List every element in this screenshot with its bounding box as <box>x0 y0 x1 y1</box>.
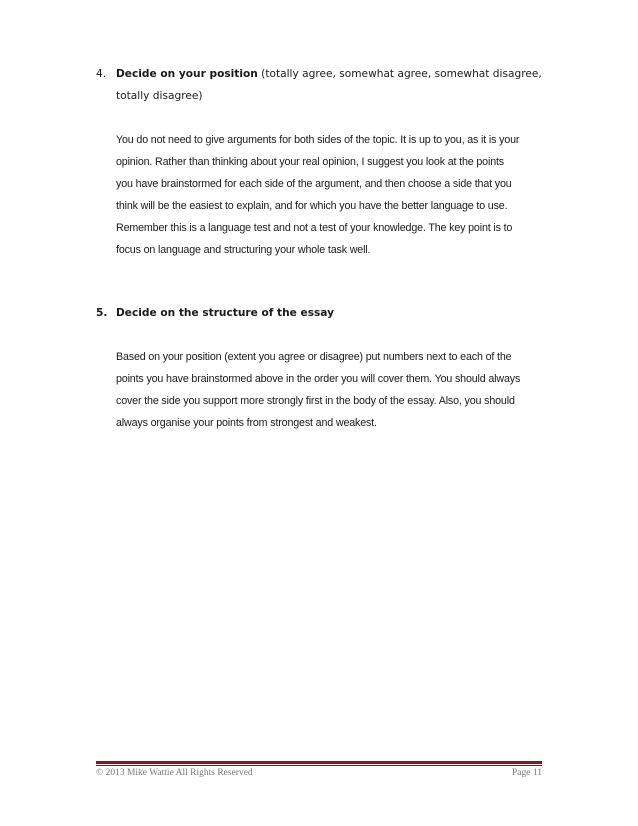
section-4-title: Decide on your position <box>116 68 258 80</box>
section-4-title-continuation: totally disagree) <box>116 90 203 102</box>
paragraph-line: Based on your position (extent you agree or disagree) put numbers next to each of the <box>116 351 512 363</box>
section-4-number: 4. <box>96 68 107 80</box>
footer-rule <box>96 761 542 764</box>
paragraph-line: you have brainstormed for each side of the argument, and then choose a side that you <box>116 178 512 190</box>
section-5-heading <box>96 302 556 324</box>
section-5-number: 5. <box>96 307 108 319</box>
paragraph-line: think will be the easiest to explain, and for which you have the better language to use. <box>116 200 508 212</box>
section-5-title: Decide on the structure of the essay <box>116 307 335 319</box>
paragraph-line: points you have brainstormed above in the order you will cover them. You should always <box>116 373 521 385</box>
footer-copyright: © 2013 Mike Wattie All Rights Reserved <box>96 768 253 778</box>
section-4-heading <box>96 63 556 85</box>
paragraph-line: opinion. Rather than thinking about your real opinion, I suggest you look at the points <box>116 156 504 168</box>
section-5-paragraph <box>96 346 541 434</box>
paragraph-line: cover the side you support more strongly first in the body of the essay. Also, you should <box>116 395 515 407</box>
section-4-title-suffix: (totally agree, somewhat agree, somewhat disagree, <box>257 68 542 80</box>
paragraph-line: Remember this is a language test and not a test of your knowledge. The key point is to <box>116 222 513 234</box>
section-5 <box>96 302 556 434</box>
paragraph-line: You do not need to give arguments for both sides of the topic. It is up to you, as it is your <box>116 134 520 146</box>
page-footer <box>96 768 542 778</box>
section-4 <box>96 63 556 261</box>
footer-page-number: Page 11 <box>512 768 542 778</box>
paragraph-line: always organise your points from strongest and weakest. <box>116 417 377 429</box>
section-4-paragraph <box>96 129 541 261</box>
footer-rule-thin <box>96 765 542 766</box>
paragraph-line: focus on language and structuring your whole task well. <box>116 244 371 256</box>
